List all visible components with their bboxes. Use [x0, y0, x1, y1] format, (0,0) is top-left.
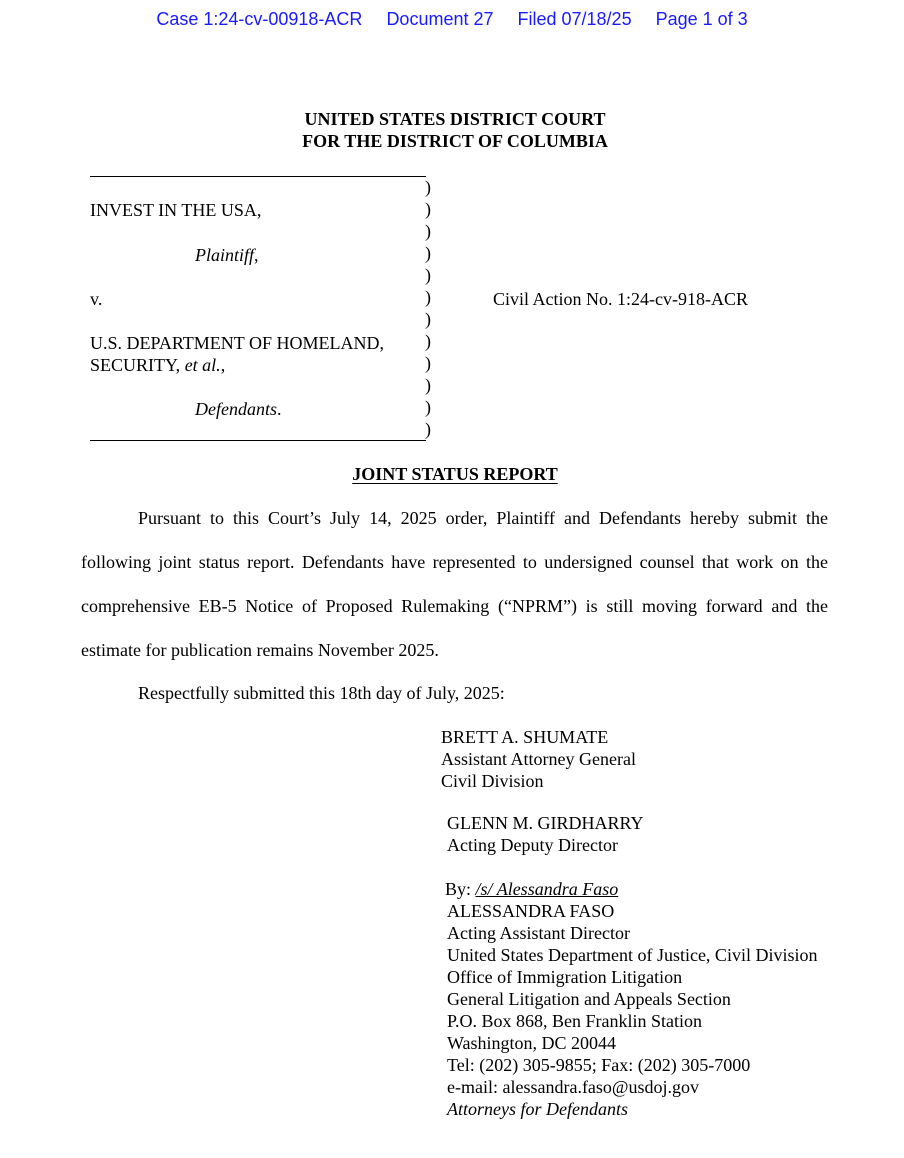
page-indicator: Page 1 of 3 — [655, 9, 748, 29]
attorney-pobox: P.O. Box 868, Ben Franklin Station — [447, 1011, 703, 1031]
filing-header — [0, 9, 904, 30]
paren: ) — [425, 309, 431, 329]
defendant-role-label: Defendants — [195, 399, 277, 419]
signature-block-ag — [441, 726, 636, 792]
attorney-office: Office of Immigration Litigation — [447, 967, 683, 987]
document-number: Document 27 — [386, 9, 494, 29]
defendant-line-2 — [90, 354, 225, 376]
attorney-department: United States Department of Justice, Civil Division — [447, 945, 818, 965]
paren: ) — [425, 331, 431, 351]
signature-block-deputy — [447, 812, 644, 856]
plaintiff-role-label: Plaintiff — [195, 245, 255, 265]
paren: ) — [425, 287, 431, 307]
filed-date: Filed 07/18/25 — [517, 9, 632, 29]
defendant-line-1: U.S. DEPARTMENT OF HOMELAND, — [90, 333, 384, 353]
caption-bottom-rule — [90, 440, 426, 441]
attorney-city: Washington, DC 20044 — [447, 1033, 617, 1053]
plaintiff-role — [195, 244, 259, 266]
caption-parentheses — [425, 176, 431, 440]
defendant-etal: et al. — [184, 355, 221, 375]
caption-top-rule — [90, 176, 426, 177]
plaintiff-role-suffix: , — [254, 245, 259, 265]
court-line-1: UNITED STATES DISTRICT COURT — [304, 109, 606, 129]
attorney-email: e-mail: alessandra.faso@usdoj.gov — [447, 1077, 700, 1097]
ag-division: Civil Division — [441, 771, 544, 791]
paren: ) — [425, 353, 431, 373]
case-number: Case 1:24-cv-00918-ACR — [156, 9, 363, 29]
document-title: JOINT STATUS REPORT — [352, 464, 558, 484]
court-heading — [0, 108, 904, 152]
court-line-2: FOR THE DISTRICT OF COLUMBIA — [302, 131, 608, 151]
body-paragraph-1: Pursuant to this Court’s July 14, 2025 order, Plaintiff and Defendants hereby submit the following joint status report. Defendants have represented to undersigned counsel that work on the comprehensive EB-5 Notice of Proposed Rulemaking (“NPRM”) is still moving forward and the estimate for publication remains November 2025. — [81, 508, 828, 660]
deputy-title: Acting Deputy Director — [447, 835, 618, 855]
ag-title: Assistant Attorney General — [441, 749, 636, 769]
attorney-name: ALESSANDRA FASO — [447, 901, 615, 921]
deputy-name: GLENN M. GIRDHARRY — [447, 813, 644, 833]
versus: v. — [90, 289, 103, 309]
paren: ) — [425, 419, 431, 439]
by-label: By: — [445, 879, 476, 899]
attorney-role: Attorneys for Defendants — [447, 1099, 628, 1119]
attorney-phone: Tel: (202) 305-9855; Fax: (202) 305-7000 — [447, 1055, 751, 1075]
civil-action-number: Civil Action No. 1:24-cv-918-ACR — [493, 289, 748, 309]
attorney-details — [447, 900, 817, 1120]
plaintiff-name: INVEST IN THE USA, — [90, 200, 262, 220]
defendant-role-suffix: . — [276, 399, 282, 419]
paren: ) — [425, 375, 431, 395]
attorney-title: Acting Assistant Director — [447, 923, 630, 943]
body-paragraph-2: Respectfully submitted this 18th day of July, 2025: — [138, 683, 505, 703]
signature-line — [445, 878, 618, 900]
paren: ) — [425, 221, 431, 241]
defendant-role — [195, 398, 281, 420]
defendant-name: SECURITY, — [90, 355, 181, 375]
paren: ) — [425, 177, 431, 197]
paren: ) — [425, 243, 431, 263]
ag-name: BRETT A. SHUMATE — [441, 727, 609, 747]
paren: ) — [425, 199, 431, 219]
attorney-section: General Litigation and Appeals Section — [447, 989, 731, 1009]
signature-block-attorney — [445, 878, 618, 900]
electronic-signature: /s/ Alessandra Faso — [475, 879, 619, 899]
paren: ) — [425, 397, 431, 417]
paren: ) — [425, 265, 431, 285]
defendant-etal-suffix: , — [220, 355, 226, 375]
